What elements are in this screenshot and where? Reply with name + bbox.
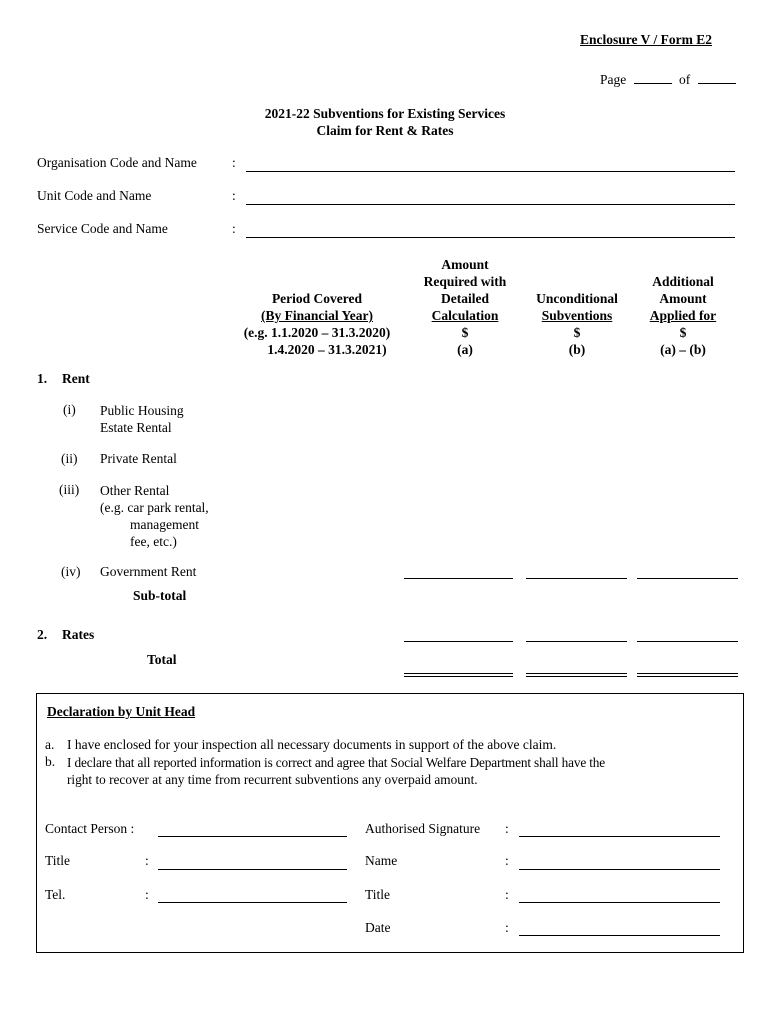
additional-header-line: Applied for (649, 308, 717, 323)
date-label: Date (365, 920, 391, 935)
name-field[interactable] (519, 869, 720, 870)
unit-code-colon: : (232, 188, 236, 203)
total-unconditional-field[interactable] (526, 673, 627, 677)
tel-colon: : (145, 887, 149, 902)
item-i-label (100, 402, 184, 436)
title-line-2: Claim for Rent & Rates (316, 123, 454, 138)
unconditional-column-header (523, 290, 631, 358)
right-title-field[interactable] (519, 902, 720, 903)
period-column-header (228, 290, 406, 358)
declaration-b-line: right to recover at any time from recurrent subventions any overpaid amount. (67, 772, 478, 787)
form-title (185, 105, 585, 139)
item-label-line: management (130, 517, 199, 532)
unit-code-field[interactable] (246, 204, 735, 205)
title-line-1: 2021-22 Subventions for Existing Services (264, 106, 506, 121)
section-2-title: Rates (62, 627, 95, 642)
amount-header-line: Calculation (431, 308, 499, 323)
additional-header-line: (a) – (b) (660, 342, 706, 357)
unit-code-label: Unit Code and Name (37, 188, 152, 203)
tel-field[interactable] (158, 902, 347, 903)
item-label-line: Estate Rental (100, 420, 172, 435)
tel-label: Tel. (45, 887, 66, 902)
left-title-colon: : (145, 853, 149, 868)
additional-column-header (634, 273, 732, 358)
period-header-line: Period Covered (271, 291, 363, 306)
authorised-signature-field[interactable] (519, 836, 720, 837)
date-colon: : (505, 920, 509, 935)
authorised-signature-colon: : (505, 821, 509, 836)
total-label: Total (147, 652, 177, 667)
unconditional-header-line: $ (573, 325, 581, 340)
declaration-a-text: I have enclosed for your inspection all necessary documents in support of the above claim. (67, 737, 557, 752)
declaration-b-marker: b. (45, 754, 56, 769)
section-2-number: 2. (37, 627, 48, 642)
date-field[interactable] (519, 935, 720, 936)
unconditional-header-line: (b) (568, 342, 586, 357)
amount-header-line: Required with (423, 274, 507, 289)
item-iii-number: (iii) (59, 482, 80, 497)
additional-header-line: Amount (659, 291, 707, 306)
page-label: Page (600, 72, 627, 87)
amount-column-header (410, 256, 520, 358)
additional-header-line: Additional (652, 274, 714, 289)
rates-additional-field[interactable] (637, 641, 738, 642)
government-rent-additional-field[interactable] (637, 578, 738, 579)
section-1-title: Rent (62, 371, 90, 386)
amount-header-line: Detailed (441, 291, 489, 306)
declaration-b-text (67, 754, 727, 788)
item-iv-number: (iv) (61, 564, 81, 579)
government-rent-unconditional-field[interactable] (526, 578, 627, 579)
enclosure-label: Enclosure V / Form E2 (580, 32, 713, 47)
declaration-heading: Declaration by Unit Head (47, 704, 196, 719)
name-label: Name (365, 853, 398, 868)
rates-unconditional-field[interactable] (526, 641, 627, 642)
org-code-label: Organisation Code and Name (37, 155, 197, 170)
amount-header-line: (a) (457, 342, 473, 357)
period-header-line: (e.g. 1.1.2020 – 31.3.2020) (243, 325, 391, 340)
period-header-line: 1.4.2020 – 31.3.2021) (267, 342, 387, 357)
page-number-blank[interactable] (634, 83, 672, 84)
name-colon: : (505, 853, 509, 868)
page-of-label: of (679, 72, 691, 87)
page-total-blank[interactable] (698, 83, 736, 84)
item-i-number: (i) (63, 402, 76, 417)
org-code-colon: : (232, 155, 236, 170)
declaration-a-marker: a. (45, 737, 55, 752)
left-title-field[interactable] (158, 869, 347, 870)
authorised-signature-label: Authorised Signature (365, 821, 481, 836)
item-label-line: Public Housing (100, 403, 184, 418)
item-ii-number: (ii) (61, 451, 78, 466)
item-ii-label: Private Rental (100, 451, 177, 466)
item-iv-label: Government Rent (100, 564, 197, 579)
amount-header-line: Amount (441, 257, 489, 272)
rates-amount-field[interactable] (404, 641, 513, 642)
org-code-field[interactable] (246, 171, 735, 172)
declaration-b-line: I declare that all reported information is correct and agree that Social Welfare Department shall have the (67, 755, 606, 770)
contact-person-field[interactable] (158, 836, 347, 837)
subtotal-label: Sub-total (133, 588, 187, 603)
item-label-line: fee, etc.) (130, 534, 177, 549)
item-iii-label (100, 482, 209, 550)
right-title-label: Title (365, 887, 391, 902)
unconditional-header-line: Unconditional (536, 291, 618, 306)
total-additional-field[interactable] (637, 673, 738, 677)
left-title-label: Title (45, 853, 71, 868)
unconditional-header-line: Subventions (541, 308, 613, 323)
right-title-colon: : (505, 887, 509, 902)
total-amount-field[interactable] (404, 673, 513, 677)
service-code-field[interactable] (246, 237, 735, 238)
service-code-label: Service Code and Name (37, 221, 168, 236)
section-1-number: 1. (37, 371, 48, 386)
government-rent-amount-field[interactable] (404, 578, 513, 579)
item-label-line: (e.g. car park rental, (100, 500, 209, 515)
additional-header-line: $ (679, 325, 687, 340)
period-header-line: (By Financial Year) (261, 308, 373, 323)
amount-header-line: $ (461, 325, 469, 340)
contact-person-label: Contact Person : (45, 821, 135, 836)
page-number-area (600, 72, 736, 88)
service-code-colon: : (232, 221, 236, 236)
item-label-line: Other Rental (100, 483, 170, 498)
